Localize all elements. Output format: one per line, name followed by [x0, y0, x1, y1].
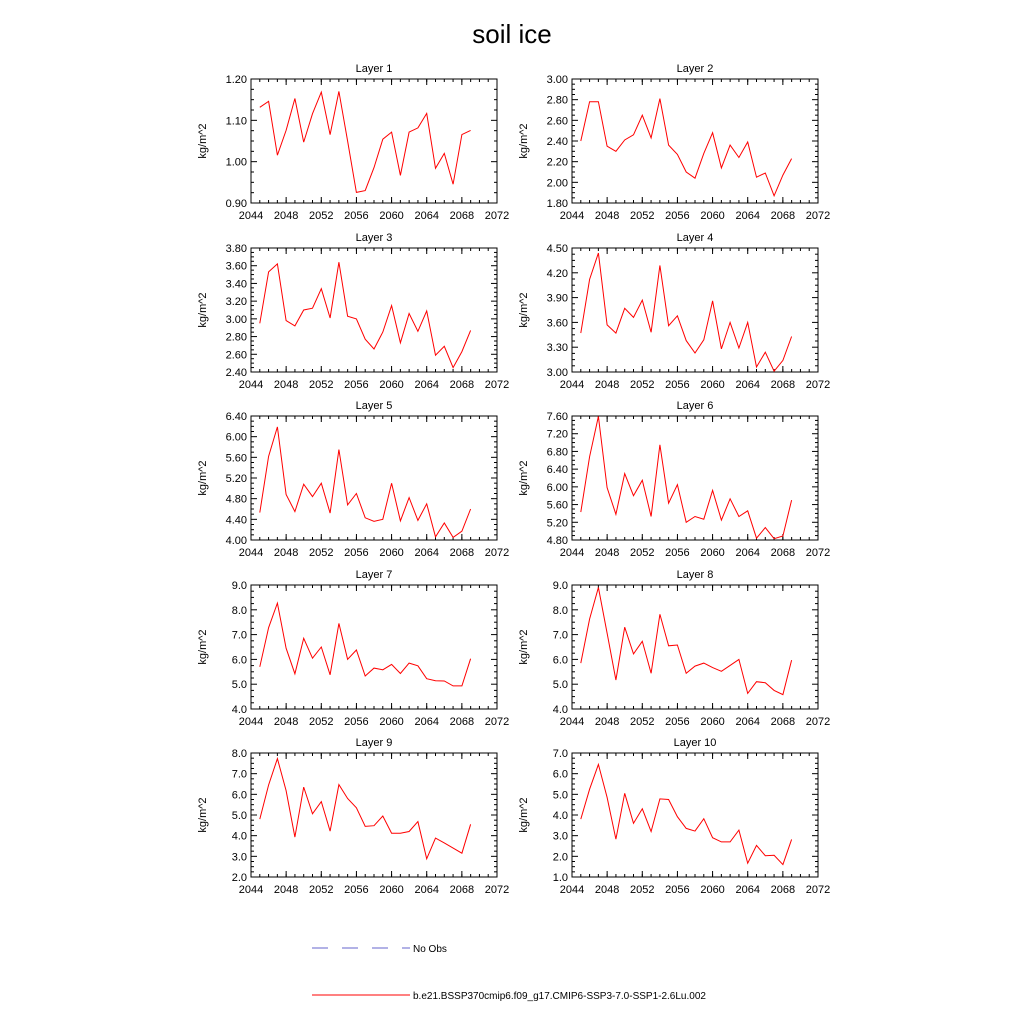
- x-tick-label: 2068: [449, 547, 475, 559]
- panel-title: Layer 2: [676, 63, 714, 75]
- x-tick-label: 2060: [379, 379, 404, 391]
- plot-frame: [572, 416, 818, 540]
- y-tick-label: 2.80: [546, 94, 568, 107]
- y-tick-label: 3.60: [546, 317, 568, 330]
- x-tick-label: 2048: [273, 884, 299, 896]
- x-tick-label: 2048: [273, 379, 299, 391]
- panel-layer-9: [197, 737, 509, 896]
- x-tick-label: 2072: [805, 547, 831, 559]
- series-line: [581, 253, 792, 371]
- panel-title: Layer 5: [355, 400, 393, 412]
- panel-layer-4: [518, 232, 830, 391]
- y-axis-label: kg/m^2: [197, 629, 209, 665]
- x-tick-label: 2060: [379, 884, 404, 896]
- x-tick-label: 2044: [238, 210, 264, 222]
- x-tick-label: 2064: [414, 884, 439, 896]
- x-tick-label: 2064: [414, 716, 439, 728]
- y-tick-label: 6.0: [552, 768, 568, 781]
- x-tick-label: 2052: [630, 379, 655, 391]
- y-tick-label: 6.40: [546, 464, 568, 477]
- y-tick-label: 6.40: [225, 411, 247, 423]
- x-tick-label: 2060: [700, 716, 725, 728]
- y-tick-label: 4.20: [546, 267, 568, 280]
- series-line: [581, 416, 792, 538]
- x-tick-label: 2060: [379, 716, 404, 728]
- y-tick-label: 2.60: [225, 349, 247, 362]
- x-tick-label: 2048: [273, 547, 299, 559]
- panel-layer-1: [197, 63, 509, 222]
- series-line: [260, 759, 471, 859]
- y-tick-label: 8.0: [231, 748, 247, 760]
- y-tick-label: 7.0: [552, 629, 568, 642]
- y-tick-label: 3.80: [225, 243, 247, 255]
- y-tick-label: 4.0: [552, 704, 568, 716]
- y-tick-label: 3.00: [225, 313, 247, 326]
- y-tick-label: 5.0: [552, 679, 568, 692]
- series-line: [581, 588, 792, 695]
- x-tick-label: 2072: [805, 210, 831, 222]
- x-tick-label: 2068: [770, 379, 796, 391]
- panel-title: Layer 3: [355, 232, 393, 244]
- y-tick-label: 2.40: [225, 367, 247, 379]
- x-tick-label: 2056: [344, 547, 369, 559]
- x-tick-label: 2052: [309, 379, 334, 391]
- y-tick-label: 4.00: [225, 535, 247, 547]
- plot-frame: [251, 753, 497, 877]
- y-axis-label: kg/m^2: [197, 292, 209, 328]
- y-tick-label: 9.0: [552, 580, 568, 592]
- x-tick-label: 2072: [805, 716, 831, 728]
- figure-title: soil ice: [472, 19, 552, 49]
- y-tick-label: 3.00: [546, 367, 568, 379]
- x-tick-label: 2056: [344, 379, 369, 391]
- x-tick-label: 2064: [735, 547, 760, 559]
- x-tick-label: 2052: [630, 210, 655, 222]
- y-tick-label: 0.90: [225, 198, 247, 210]
- y-axis-label: kg/m^2: [197, 797, 209, 833]
- x-tick-label: 2052: [630, 716, 655, 728]
- y-tick-label: 2.20: [546, 156, 568, 169]
- x-tick-label: 2056: [344, 884, 369, 896]
- plot-frame: [251, 79, 497, 203]
- series-line: [260, 262, 471, 367]
- x-tick-label: 2068: [449, 379, 475, 391]
- series-line: [260, 603, 471, 686]
- x-tick-label: 2048: [273, 716, 299, 728]
- x-tick-label: 2072: [484, 884, 510, 896]
- y-tick-label: 5.20: [546, 517, 568, 530]
- y-axis-label: kg/m^2: [518, 797, 530, 833]
- y-axis-label: kg/m^2: [197, 460, 209, 496]
- x-tick-label: 2060: [379, 210, 404, 222]
- x-tick-label: 2068: [770, 716, 796, 728]
- y-tick-label: 3.0: [231, 851, 247, 864]
- series-line: [581, 99, 792, 196]
- panel-layer-6: [518, 400, 830, 559]
- x-tick-label: 2064: [735, 379, 760, 391]
- x-tick-label: 2068: [449, 884, 475, 896]
- x-tick-label: 2060: [700, 210, 725, 222]
- x-tick-label: 2072: [484, 379, 510, 391]
- y-tick-label: 3.20: [225, 296, 247, 309]
- x-tick-label: 2064: [735, 884, 760, 896]
- x-tick-label: 2072: [805, 884, 831, 896]
- plot-frame: [572, 753, 818, 877]
- x-tick-label: 2044: [559, 379, 585, 391]
- panel-title: Layer 7: [355, 569, 393, 581]
- y-tick-label: 1.80: [546, 198, 568, 210]
- y-tick-label: 4.0: [231, 704, 247, 716]
- y-tick-label: 3.90: [546, 292, 568, 305]
- y-axis-label: kg/m^2: [518, 292, 530, 328]
- plot-frame: [251, 585, 497, 709]
- y-tick-label: 2.00: [546, 177, 568, 190]
- legend-obs-label: No Obs: [413, 944, 447, 955]
- y-tick-label: 3.0: [552, 830, 568, 843]
- x-tick-label: 2048: [594, 716, 620, 728]
- y-tick-label: 7.0: [231, 629, 247, 642]
- x-tick-label: 2044: [559, 884, 585, 896]
- x-tick-label: 2052: [309, 547, 334, 559]
- plot-frame: [572, 585, 818, 709]
- x-tick-label: 2072: [484, 716, 510, 728]
- x-tick-label: 2044: [559, 547, 585, 559]
- x-tick-label: 2056: [665, 547, 690, 559]
- x-tick-label: 2048: [273, 210, 299, 222]
- x-tick-label: 2052: [630, 884, 655, 896]
- x-tick-label: 2056: [344, 210, 369, 222]
- x-tick-label: 2072: [484, 210, 510, 222]
- y-tick-label: 3.00: [546, 74, 568, 86]
- y-tick-label: 1.10: [225, 115, 247, 128]
- y-tick-label: 6.0: [231, 654, 247, 667]
- panel-title: Layer 6: [676, 400, 714, 412]
- y-tick-label: 4.80: [225, 493, 247, 506]
- x-tick-label: 2060: [700, 379, 725, 391]
- x-tick-label: 2044: [559, 716, 585, 728]
- y-tick-label: 2.0: [552, 851, 568, 864]
- y-tick-label: 1.0: [552, 872, 568, 884]
- panel-layer-2: [518, 63, 830, 222]
- y-tick-label: 1.20: [225, 74, 247, 86]
- x-tick-label: 2056: [665, 379, 690, 391]
- panel-title: Layer 4: [676, 232, 714, 244]
- plot-frame: [572, 79, 818, 203]
- x-tick-label: 2072: [805, 379, 831, 391]
- x-tick-label: 2044: [238, 379, 264, 391]
- x-tick-label: 2048: [594, 884, 620, 896]
- y-tick-label: 2.80: [225, 331, 247, 344]
- y-tick-label: 7.20: [546, 428, 568, 441]
- y-tick-label: 6.80: [546, 446, 568, 459]
- panel-layer-7: [197, 569, 509, 728]
- x-tick-label: 2064: [414, 379, 439, 391]
- panel-title: Layer 1: [355, 63, 393, 75]
- y-tick-label: 3.60: [225, 260, 247, 273]
- y-tick-label: 3.30: [546, 342, 568, 355]
- y-tick-label: 7.0: [552, 748, 568, 760]
- x-tick-label: 2048: [594, 547, 620, 559]
- y-tick-label: 4.50: [546, 243, 568, 255]
- panel-layer-10: [518, 737, 830, 896]
- y-axis-label: kg/m^2: [518, 460, 530, 496]
- y-tick-label: 9.0: [231, 580, 247, 592]
- x-tick-label: 2060: [700, 884, 725, 896]
- y-tick-label: 2.60: [546, 115, 568, 128]
- y-tick-label: 5.20: [225, 473, 247, 485]
- x-tick-label: 2056: [344, 716, 369, 728]
- series-line: [260, 427, 471, 538]
- panel-layer-3: [197, 232, 509, 391]
- x-tick-label: 2044: [238, 884, 264, 896]
- panel-layer-8: [518, 569, 830, 728]
- plot-frame: [251, 248, 497, 372]
- y-tick-label: 5.0: [231, 810, 247, 822]
- y-tick-label: 5.0: [552, 789, 568, 802]
- x-tick-label: 2068: [449, 716, 475, 728]
- x-tick-label: 2048: [594, 210, 620, 222]
- legend: [312, 944, 706, 1002]
- y-tick-label: 2.0: [231, 872, 247, 884]
- x-tick-label: 2044: [559, 210, 585, 222]
- y-axis-label: kg/m^2: [518, 123, 530, 159]
- x-tick-label: 2056: [665, 210, 690, 222]
- x-tick-label: 2052: [309, 884, 334, 896]
- x-tick-label: 2052: [630, 547, 655, 559]
- series-line: [260, 91, 471, 192]
- y-tick-label: 7.0: [231, 768, 247, 781]
- x-tick-label: 2048: [594, 379, 620, 391]
- y-tick-label: 8.0: [231, 604, 247, 617]
- x-tick-label: 2064: [735, 210, 760, 222]
- x-tick-label: 2052: [309, 716, 334, 728]
- y-tick-label: 6.0: [552, 654, 568, 667]
- x-tick-label: 2068: [770, 884, 796, 896]
- y-tick-label: 2.40: [546, 136, 568, 148]
- panel-layer-5: [197, 400, 509, 559]
- y-tick-label: 6.00: [225, 431, 247, 444]
- y-axis-label: kg/m^2: [518, 629, 530, 665]
- series-line: [581, 764, 792, 864]
- x-tick-label: 2064: [414, 210, 439, 222]
- y-tick-label: 4.40: [225, 514, 247, 527]
- x-tick-label: 2068: [449, 210, 475, 222]
- y-tick-label: 4.80: [546, 535, 568, 547]
- x-tick-label: 2052: [309, 210, 334, 222]
- y-tick-label: 6.00: [546, 481, 568, 494]
- x-tick-label: 2044: [238, 716, 264, 728]
- y-tick-label: 5.60: [546, 499, 568, 512]
- panel-title: Layer 10: [673, 737, 717, 749]
- x-tick-label: 2064: [735, 716, 760, 728]
- x-tick-label: 2060: [379, 547, 404, 559]
- y-tick-label: 6.0: [231, 789, 247, 802]
- x-tick-label: 2044: [238, 547, 264, 559]
- y-tick-label: 5.60: [225, 452, 247, 465]
- y-tick-label: 4.0: [552, 810, 568, 822]
- y-tick-label: 5.0: [231, 679, 247, 692]
- y-tick-label: 7.60: [546, 411, 568, 423]
- x-tick-label: 2056: [665, 716, 690, 728]
- x-tick-label: 2064: [414, 547, 439, 559]
- x-tick-label: 2072: [484, 547, 510, 559]
- panel-title: Layer 9: [355, 737, 393, 749]
- panels: [197, 63, 830, 896]
- legend-model-label: b.e21.BSSP370cmip6.f09_g17.CMIP6-SSP3-7.0-SSP1-2.6Lu.002: [413, 991, 706, 1002]
- y-tick-label: 1.00: [225, 156, 247, 169]
- y-tick-label: 4.0: [231, 830, 247, 843]
- x-tick-label: 2068: [770, 547, 796, 559]
- y-axis-label: kg/m^2: [197, 123, 209, 159]
- x-tick-label: 2056: [665, 884, 690, 896]
- y-tick-label: 3.40: [225, 278, 247, 291]
- x-tick-label: 2068: [770, 210, 796, 222]
- x-tick-label: 2060: [700, 547, 725, 559]
- panel-title: Layer 8: [676, 569, 714, 581]
- y-tick-label: 8.0: [552, 604, 568, 617]
